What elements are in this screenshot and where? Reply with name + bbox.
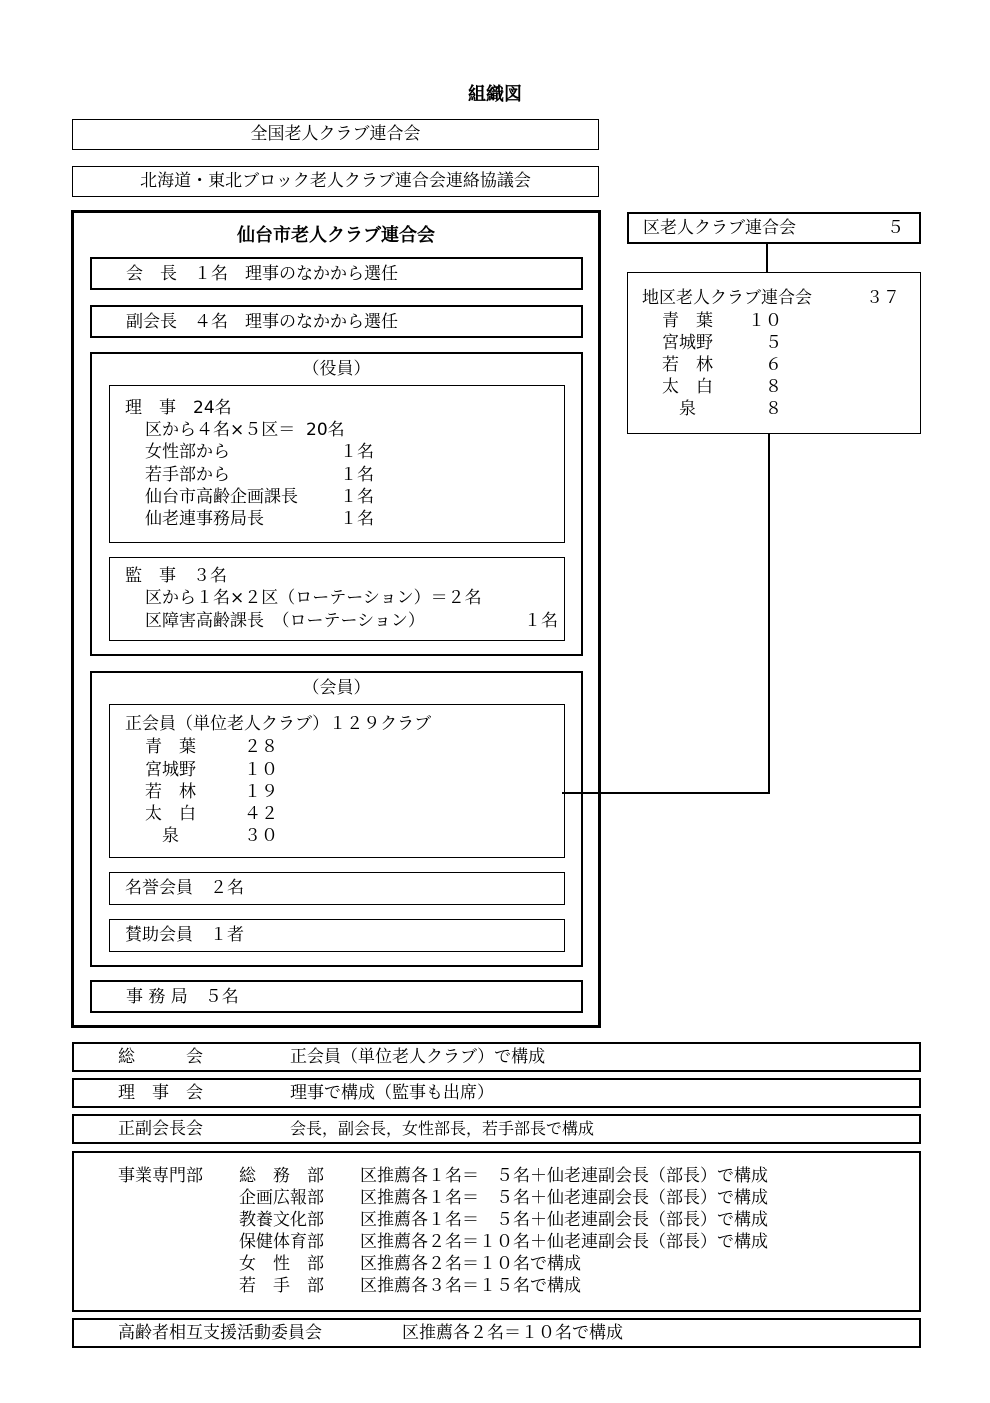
committee-desc: 区推薦各２名＝１０名で構成: [402, 1323, 623, 1343]
district-ward: 若 林: [662, 355, 713, 375]
directors-row-label: 女性部から: [145, 442, 230, 462]
department-desc: 区推薦各２名＝１０名＋仙老連副会長（部長）で構成: [360, 1232, 768, 1252]
auditors-heading: 監 事 ３名: [125, 566, 227, 586]
meeting-name: 正副会長会: [118, 1119, 203, 1139]
meeting-name: 総 会: [118, 1047, 203, 1067]
department-name: 企画広報部: [239, 1188, 324, 1208]
chairman-text: 会 長 １名 理事のなかから選任: [126, 264, 398, 284]
regular-members-count: ３０: [244, 826, 278, 846]
district-federation-box: [627, 272, 921, 434]
city-federation-box: [71, 210, 601, 1028]
district-count: ５: [765, 333, 782, 353]
department-name: 総 務 部: [239, 1166, 324, 1186]
directors-row-label: 仙老連事務局長: [145, 509, 264, 529]
meeting-name: 理 事 会: [118, 1083, 203, 1103]
auditors-row-value: １名: [524, 611, 558, 631]
regular-members-count: ２８: [244, 737, 278, 757]
regular-members-count: １９: [244, 782, 278, 802]
vice-chairman-box: [90, 305, 583, 338]
regional-council-box: [72, 166, 599, 197]
executive-meeting-box: [72, 1114, 921, 1144]
district-count: １０: [748, 311, 782, 331]
connector-line: [562, 792, 770, 794]
regional-council-label: 北海道・東北ブロック老人クラブ連合会連絡協議会: [140, 171, 531, 191]
board-meeting-box: [72, 1078, 921, 1108]
city-federation-title: 仙台市老人クラブ連合会: [237, 225, 435, 246]
secretariat-text: 事 務 局 ５名: [126, 987, 239, 1007]
committee-name: 高齢者相互支援活動委員会: [118, 1323, 322, 1343]
department-name: 若 手 部: [239, 1276, 324, 1296]
directors-row-label: 区から４名×５区＝: [145, 420, 296, 440]
meeting-desc: 会長，副会長，女性部長，若手部長で構成: [290, 1119, 595, 1138]
regular-members-ward: 若 林: [145, 782, 196, 802]
directors-box: [109, 385, 565, 543]
chairman-box: [90, 257, 583, 290]
district-ward: 泉: [662, 399, 696, 419]
supporting-members-text: 賛助会員 １者: [125, 925, 244, 945]
department-name: 保健体育部: [239, 1232, 324, 1252]
directors-row-value: 20名: [306, 420, 345, 440]
directors-heading: 理 事 24名: [125, 398, 232, 418]
regular-members-ward: 宮城野: [145, 760, 196, 780]
directors-row-value: １名: [340, 442, 374, 462]
general-meeting-box: [72, 1042, 921, 1072]
members-group: [90, 671, 583, 967]
secretariat-box: [90, 980, 583, 1013]
departments-box: [72, 1151, 921, 1312]
district-ward: 太 白: [662, 377, 713, 397]
regular-members-count: ４２: [244, 804, 278, 824]
honorary-members-box: [109, 872, 565, 905]
department-desc: 区推薦各２名＝１０名で構成: [360, 1254, 581, 1274]
members-label: （会員）: [302, 678, 371, 698]
directors-row-value: １名: [340, 509, 374, 529]
meeting-desc: 理事で構成（監事も出席）: [290, 1083, 494, 1103]
district-ward: 宮城野: [662, 333, 713, 353]
auditors-row-label: 区から１名×２区（ローテーション）＝２名: [145, 588, 482, 608]
department-desc: 区推薦各３名＝１５名で構成: [360, 1276, 581, 1296]
vice-chairman-text: 副会長 ４名 理事のなかから選任: [126, 312, 398, 332]
connector-line: [768, 433, 770, 793]
district-count: ６: [765, 355, 782, 375]
regular-members-ward: 青 葉: [145, 737, 196, 757]
committee-box: [72, 1318, 921, 1348]
department-desc: 区推薦各１名＝ ５名＋仙老連副会長（部長）で構成: [360, 1188, 768, 1208]
directors-row-label: 若手部から: [145, 465, 230, 485]
page-title: 組織図: [468, 84, 522, 105]
national-federation-box: [72, 119, 599, 150]
district-count: ８: [765, 399, 782, 419]
department-desc: 区推薦各１名＝ ５名＋仙老連副会長（部長）で構成: [360, 1166, 768, 1186]
officers-group: [90, 352, 583, 656]
department-desc: 区推薦各１名＝ ５名＋仙老連副会長（部長）で構成: [360, 1210, 768, 1230]
officers-label: （役員）: [302, 359, 371, 379]
directors-row-label: 仙台市高齢企画課長: [145, 487, 298, 507]
regular-members-count: １０: [244, 760, 278, 780]
department-name: 教養文化部: [239, 1210, 324, 1230]
district-federation-total: ３７: [866, 288, 900, 308]
auditors-row-label: 区障害高齢課長 （ローテーション）: [145, 611, 425, 631]
regular-members-box: [109, 704, 565, 858]
district-federation-heading: 地区老人クラブ連合会: [642, 288, 812, 308]
ward-federation-box: [627, 212, 921, 244]
district-count: ８: [765, 377, 782, 397]
regular-members-ward: 泉: [145, 826, 179, 846]
connector-line: [766, 244, 768, 272]
district-ward: 青 葉: [662, 311, 713, 331]
regular-members-heading: 正会員（単位老人クラブ）１２９クラブ: [125, 714, 432, 734]
national-federation-label: 全国老人クラブ連合会: [250, 124, 421, 144]
regular-members-ward: 太 白: [145, 804, 196, 824]
meeting-desc: 正会員（単位老人クラブ）で構成: [290, 1047, 546, 1067]
ward-federation-label: 区老人クラブ連合会: [643, 218, 796, 238]
supporting-members-box: [109, 919, 565, 952]
auditors-box: [109, 557, 565, 641]
honorary-members-text: 名誉会員 ２名: [125, 878, 244, 898]
departments-label: 事業専門部: [118, 1166, 203, 1186]
department-name: 女 性 部: [239, 1254, 324, 1274]
directors-row-value: １名: [340, 487, 374, 507]
directors-row-value: １名: [340, 465, 374, 485]
ward-federation-count: ５: [887, 218, 904, 238]
